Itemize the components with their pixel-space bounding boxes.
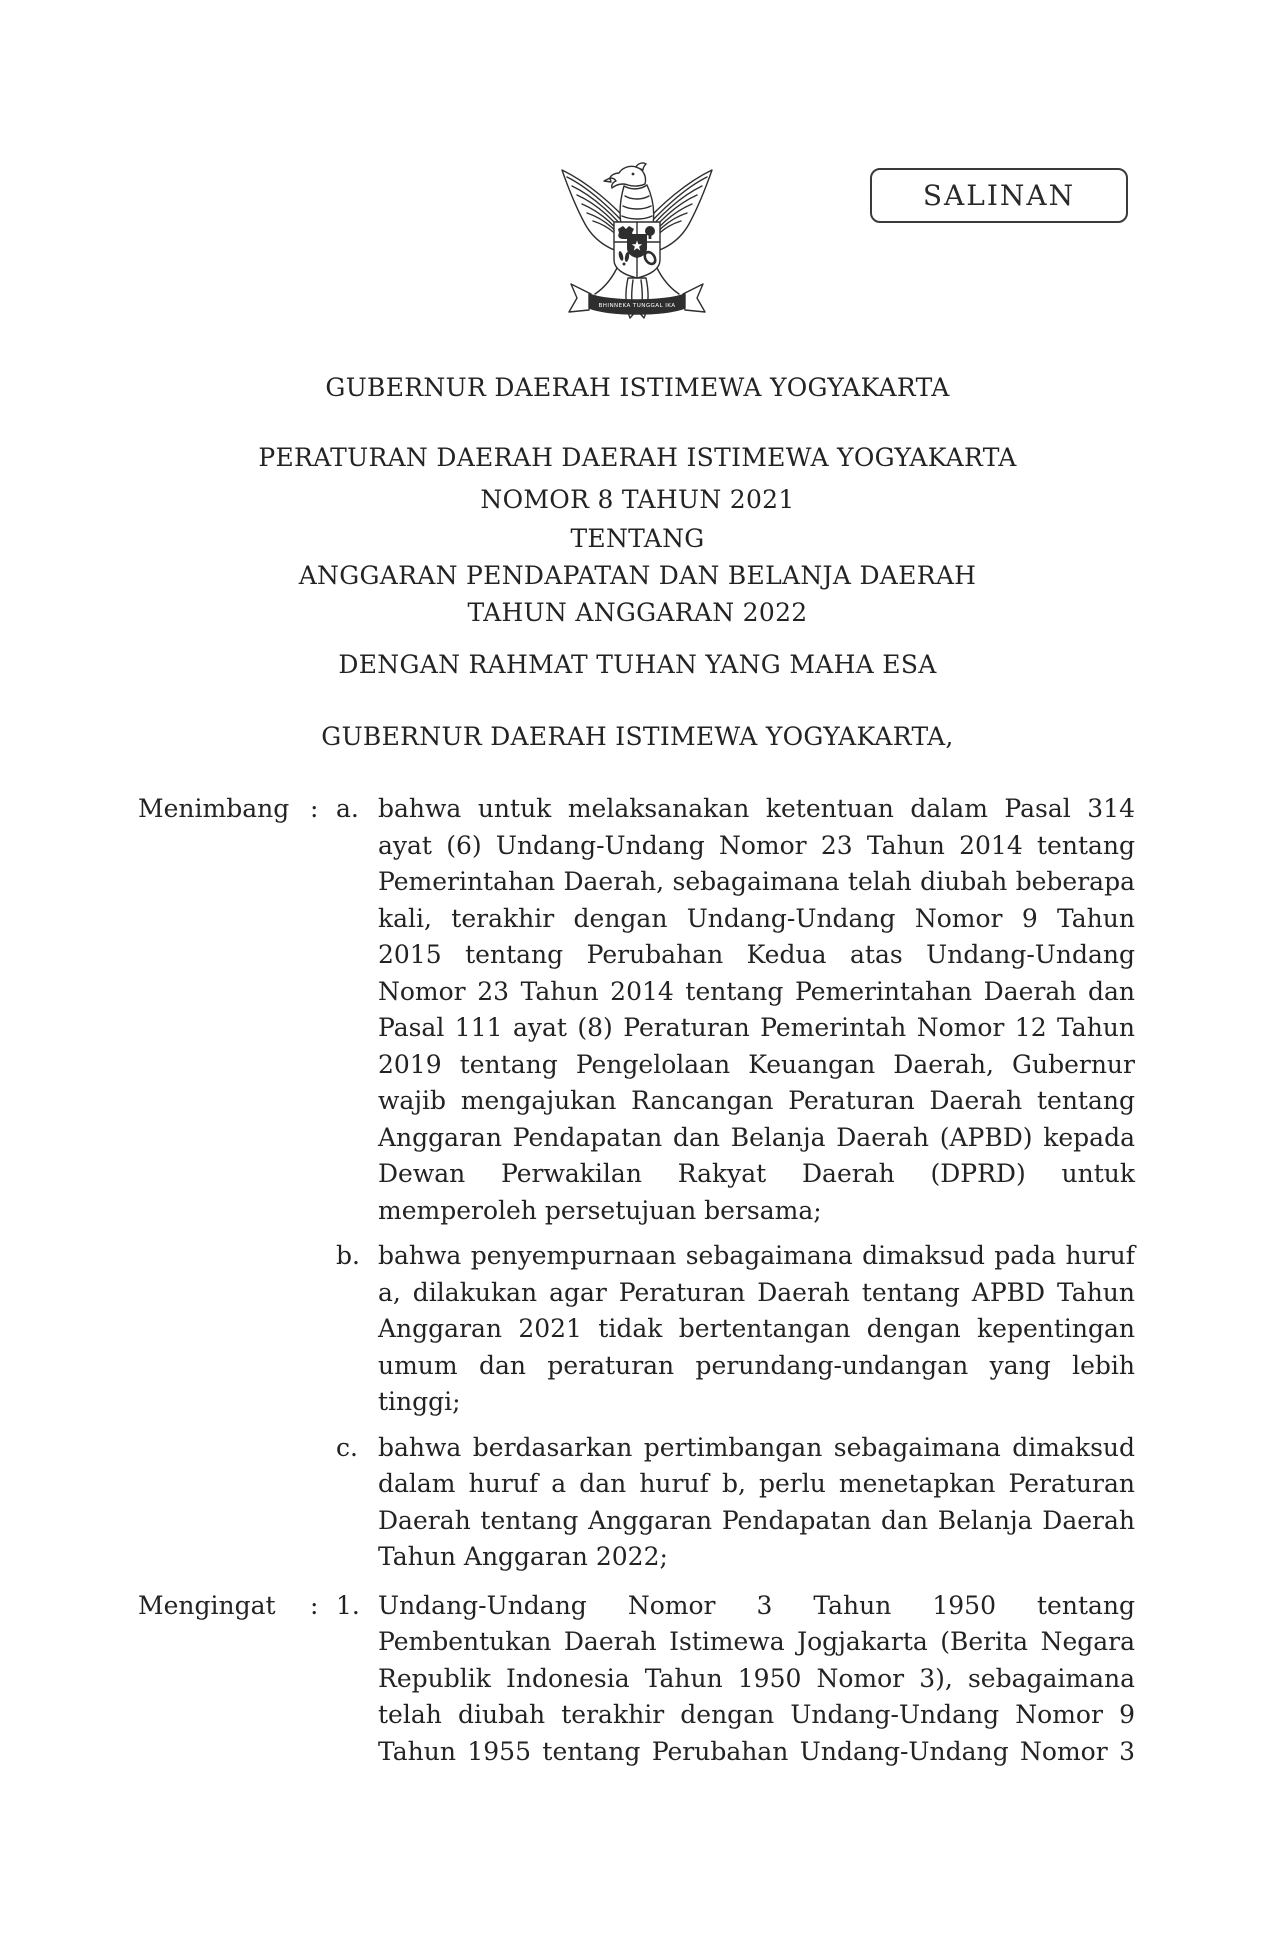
text-line: Anggaran 2021 tidak bertentangan dengan kepentingan	[378, 1314, 1135, 1343]
garuda-pancasila-emblem	[557, 158, 717, 338]
item-row	[138, 1430, 1135, 1576]
section-colon: :	[310, 794, 319, 823]
text-line: Undang-Undang Nomor 3 Tahun 1950 tentang	[378, 1590, 1135, 1620]
heading-peraturan: PERATURAN DAERAH DAERAH ISTIMEWA YOGYAKARTA	[258, 443, 1017, 472]
item-marker: a.	[336, 794, 359, 823]
text-line: Anggaran Pendapatan dan Belanja Daerah (APBD) kepada	[378, 1122, 1135, 1152]
shield-icon	[614, 222, 660, 278]
text-line: Republik Indonesia Tahun 1950 Nomor 3), sebagaimana	[378, 1663, 1135, 1693]
text-line: tinggi;	[378, 1387, 461, 1416]
item-row	[138, 1238, 1135, 1421]
sections	[138, 791, 1135, 1770]
text-line: bahwa berdasarkan pertimbangan sebagaimana dimaksud	[378, 1432, 1135, 1462]
section-menimbang	[138, 791, 1135, 1576]
heading-gubernur-comma: GUBERNUR DAERAH ISTIMEWA YOGYAKARTA,	[321, 722, 954, 751]
text-line: Nomor 23 Tahun 2014 tentang Pemerintahan Daerah dan	[378, 976, 1135, 1006]
text-line: dalam huruf a dan huruf b, perlu menetapkan Peraturan	[378, 1469, 1135, 1498]
text-line: Tahun Anggaran 2022;	[378, 1542, 668, 1571]
text-line: a, dilakukan agar Peraturan Daerah tentang APBD Tahun	[378, 1277, 1135, 1307]
salinan-label: SALINAN	[922, 179, 1076, 212]
item-row	[138, 791, 1135, 1229]
text-line: umum dan peraturan perundang-undangan yang lebih	[378, 1350, 1135, 1380]
text-line: telah diubah terakhir dengan Undang-Undang Nomor 9	[378, 1700, 1135, 1729]
text-line: Pembentukan Daerah Istimewa Jogjakarta (Berita Negara	[378, 1627, 1135, 1656]
item-text	[378, 791, 1135, 1229]
item-marker: 1.	[336, 1590, 360, 1620]
text-line: bahwa untuk melaksanakan ketentuan dalam Pasal 314	[378, 794, 1135, 823]
heading-tentang: TENTANG	[570, 524, 705, 553]
eagle-head-icon	[604, 163, 646, 188]
text-line: 2015 tentang Perubahan Kedua atas Undang-Undang	[378, 940, 1135, 969]
text-line: Pasal 111 ayat (8) Peraturan Pemerintah Nomor 12 Tahun	[378, 1013, 1135, 1042]
salinan-stamp	[870, 168, 1128, 223]
section-label: Mengingat	[138, 1590, 276, 1620]
text-line: bahwa penyempurnaan sebagaimana dimaksud pada huruf	[378, 1241, 1135, 1270]
item-row	[138, 1588, 1135, 1771]
heading-anggaran: ANGGARAN PENDAPATAN DAN BELANJA DAERAH	[298, 561, 977, 590]
heading-tahun-anggaran: TAHUN ANGGARAN 2022	[467, 598, 808, 627]
ribbon-text: BHINNEKA TUNGGAL IKA	[598, 303, 676, 309]
item-marker: b.	[336, 1241, 360, 1270]
heading-gubernur: GUBERNUR DAERAH ISTIMEWA YOGYAKARTA	[325, 373, 950, 402]
heading-nomor: NOMOR 8 TAHUN 2021	[480, 485, 795, 514]
text-line: ayat (6) Undang-Undang Nomor 23 Tahun 2014 tentang	[378, 830, 1135, 860]
text-line: 2019 tentang Pengelolaan Keuangan Daerah, Gubernur	[378, 1049, 1135, 1079]
section-label: Menimbang	[138, 794, 290, 823]
section-colon: :	[310, 1590, 319, 1620]
heading-rahmat: DENGAN RAHMAT TUHAN YANG MAHA ESA	[338, 650, 937, 679]
text-line: Pemerintahan Daerah, sebagaimana telah diubah beberapa	[378, 867, 1135, 896]
text-line: wajib mengajukan Rancangan Peraturan Daerah tentang	[378, 1086, 1135, 1115]
text-line: Tahun 1955 tentang Perubahan Undang-Undang Nomor 3	[378, 1736, 1135, 1766]
text-line: kali, terakhir dengan Undang-Undang Nomor 9 Tahun	[378, 903, 1135, 933]
item-text	[378, 1238, 1135, 1421]
section-mengingat	[138, 1588, 1135, 1771]
item-text	[378, 1588, 1135, 1771]
text-line: Dewan Perwakilan Rakyat Daerah (DPRD) untuk	[378, 1159, 1135, 1188]
item-marker: c.	[336, 1432, 358, 1462]
text-line: memperoleh persetujuan bersama;	[378, 1195, 822, 1225]
item-text	[378, 1430, 1135, 1576]
text-line: Daerah tentang Anggaran Pendapatan dan Belanja Daerah	[378, 1505, 1135, 1535]
